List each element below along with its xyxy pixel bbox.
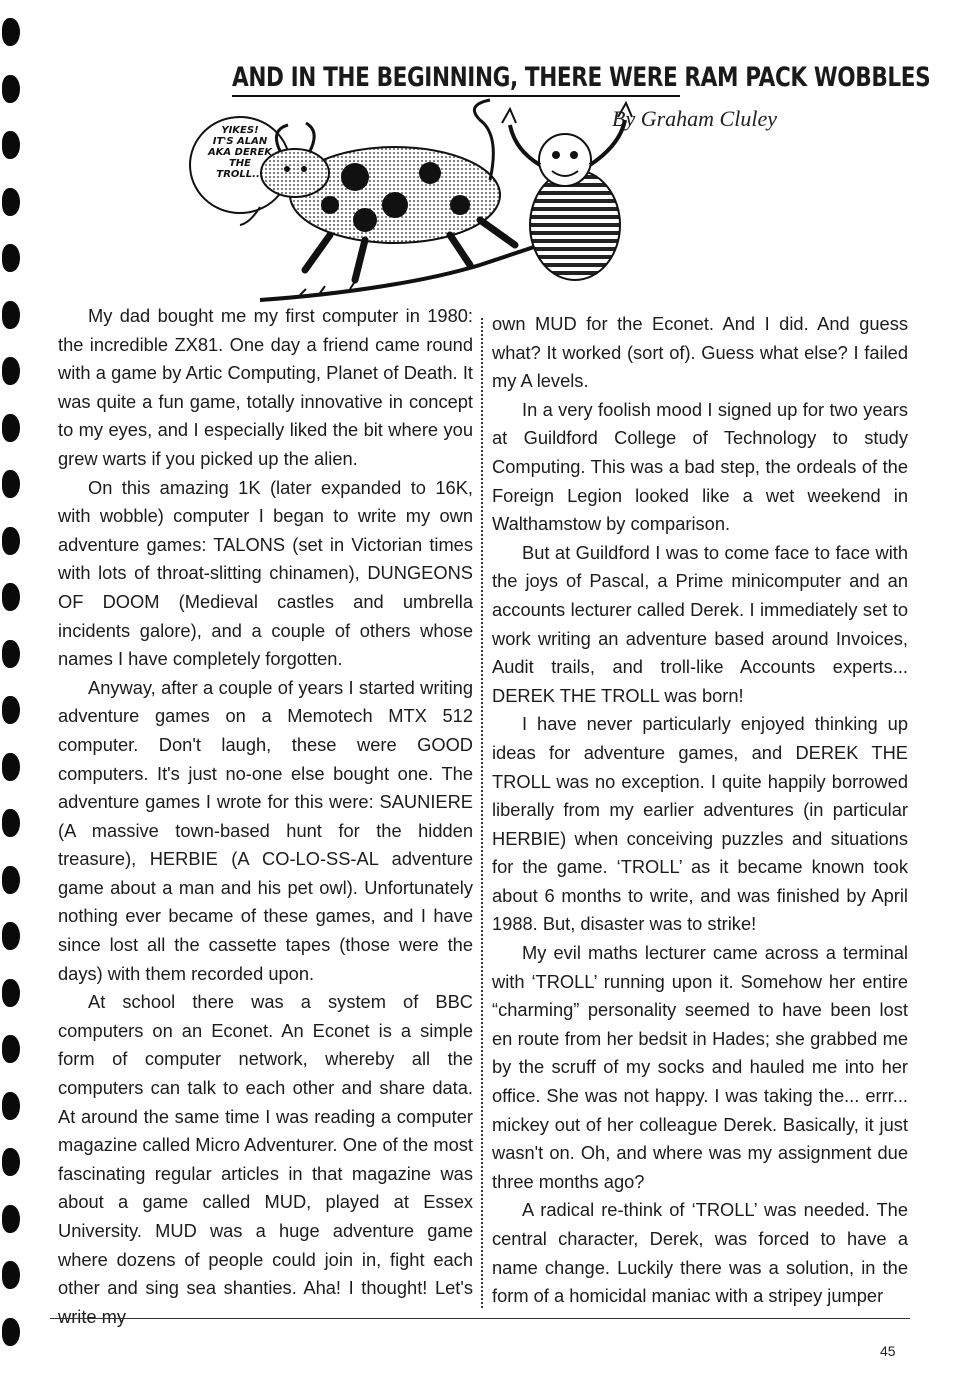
binding-hole [2, 301, 20, 329]
left-column [58, 302, 473, 1331]
binding-hole [2, 640, 20, 668]
binding-hole [2, 18, 20, 46]
binding-hole [2, 470, 20, 498]
binding-hole [2, 1148, 20, 1176]
binding-holes [0, 0, 30, 1375]
paragraph: At school there was a system of BBC computers on an Econet. An Econet is a simple form of computer network, whereby all the computers can talk to each other and share data. At around the same time I was reading a computer magazine called Micro Adventurer. One of the most fascinating regular articles in that magazine was about a game called MUD, played at Essex University. MUD was a huge adventure game where dozens of people could join in, fight each other and sing sea shanties. Aha! I thought! Let's write my [58, 991, 473, 1327]
paragraph: In a very foolish mood I signed up for two years at Guildford College of Technology to study Computing. This was a bad step, the ordeals of the Foreign Legion looked like a wet weekend in Walthamstow by comparison. [492, 398, 908, 535]
paragraph: But at Guildford I was to come face to face with the joys of Pascal, a Prime minicomputer and an accounts lecturer called Derek. I immediately set to work writing an adventure based around Invoices, Audit trails, and troll-like Accounts experts... DEREK THE TROLL was born! [492, 541, 908, 706]
paragraph: I have never particularly enjoyed thinking up ideas for adventure games, and DEREK THE TROLL was no exception. I quite happily borrowed liberally from my earlier adventures (in particular HERBIE) when conceiving puzzles and situations for the game. ‘TROLL’ as it became known took about 6 months to write, and was finished by April 1988. But, disaster was to strike! [492, 713, 908, 935]
binding-hole [2, 414, 20, 442]
page-number: 45 [880, 1343, 896, 1359]
paragraph: My dad bought me my first computer in 1980: the incredible ZX81. One day a friend came round with a game by Artic Computing, Planet of Death. It was quite a fun game, totally innovative in concept to my eyes, and I especially liked the bit where you grew warts if you picked up the alien. [58, 305, 473, 469]
article-title: AND IN THE BEGINNING, THERE WERE RAM PACK WOBBLES [232, 62, 680, 97]
paragraph: own MUD for the Econet. And I did. And guess what? It worked (sort of). Guess what else? I failed my A levels. [492, 313, 908, 392]
binding-hole [2, 527, 20, 555]
binding-hole [2, 188, 20, 216]
article-byline: By Graham Cluley [612, 106, 777, 131]
binding-hole [2, 809, 20, 837]
column-divider [481, 318, 483, 1308]
binding-hole [2, 1035, 20, 1063]
paragraph: My evil maths lecturer came across a terminal with ‘TROLL’ running upon it. Somehow her entire “charming” personality seemed to have been lost en route from her bedsit in Hades; she grabbed me by the scruff of my socks and hauled me into her office. She was not happy. I was taking the... errr... mickey out of her colleague Derek. Basically, it just wasn't on. Oh, and where was my assignment due three months ago? [492, 942, 908, 1192]
binding-hole [2, 696, 20, 724]
binding-hole [2, 244, 20, 272]
binding-hole [2, 866, 20, 894]
binding-hole [2, 357, 20, 385]
paragraph: Anyway, after a couple of years I started writing adventure games on a Memotech MTX 512 computer. Don't laugh, these were GOOD computers. It's just no-one else bought one. The adventure games I wrote for this were: SAUNIERE (A massive town-based hunt for the hidden treasure), HERBIE (A CO-LO-SS-AL adventure game about a man and his pet owl). Unfortunately nothing ever became of these games, and I have since lost all the cassette tapes (those were the days) with them recorded upon. [58, 676, 473, 984]
speech-bubble-text: YIKES! IT'S ALAN AKA DEREK THE TROLL... [207, 125, 273, 180]
binding-hole [2, 1205, 20, 1233]
footer-rule [50, 1318, 910, 1319]
binding-hole [2, 979, 20, 1007]
binding-hole [2, 753, 20, 781]
binding-hole [2, 131, 20, 159]
right-column [492, 310, 908, 1311]
binding-hole [2, 1092, 20, 1120]
paragraph: A radical re-think of ‘TROLL’ was needed. The central character, Derek, was forced to have a name change. Luckily there was a solution, in the form of a homicidal maniac with a stripey jumper [492, 1199, 908, 1307]
binding-hole [2, 75, 20, 103]
binding-hole [2, 1261, 20, 1289]
paragraph: On this amazing 1K (later expanded to 16K, with wobble) computer I began to write my own adventure games: TALONS (set in Victorian times with lots of throat-slitting chinamen), DUNGEONS OF DOOM (Medieval castles and umbrella incidents galore), and a couple of others whose names I have completely forgotten. [58, 476, 473, 670]
binding-hole [2, 583, 20, 611]
binding-hole [2, 1318, 20, 1346]
binding-hole [2, 922, 20, 950]
